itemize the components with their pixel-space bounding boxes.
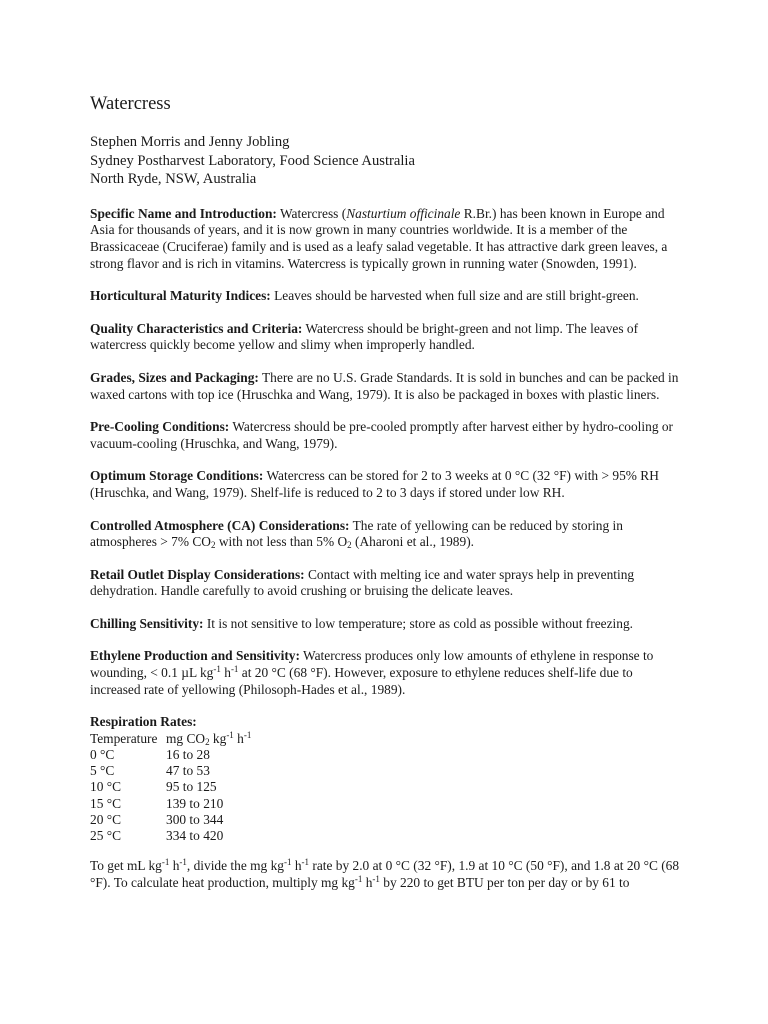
section-heading: Quality Characteristics and Criteria: xyxy=(90,320,303,336)
author-block xyxy=(90,133,686,189)
author-location: North Ryde, NSW, Australia xyxy=(90,171,257,188)
rate-cell: 16 to 28 xyxy=(166,747,210,763)
section-heading: Retail Outlet Display Considerations: xyxy=(90,566,305,582)
species-name: Nasturtium officinale xyxy=(346,205,461,221)
temperature-cell: 25 °C xyxy=(90,828,122,844)
section-chilling: Chilling Sensitivity: It is not sensitive to low temperature; store as cold as possible without freezing. xyxy=(90,615,633,631)
temperature-cell: 20 °C xyxy=(90,811,122,827)
section-heading: Specific Name and Introduction: xyxy=(90,205,277,221)
section-ethylene: Ethylene Production and Sensitivity: Watercress produces only low amounts of ethylene in response to wounding, < 0.1 µL $kg^{-1}$ $h^{-1}$ at 20 °C (68 °F). However, exposure to ethylene reduces shelf-life due to increased rate of yellowing (Philosoph-Hades et al., 1989). xyxy=(90,648,654,697)
section-heading: Ethylene Production and Sensitivity: xyxy=(90,648,300,664)
respiration-table xyxy=(90,731,251,844)
table-row xyxy=(90,763,251,779)
temperature-cell: 10 °C xyxy=(90,779,122,795)
section-heading: Grades, Sizes and Packaging: xyxy=(90,369,259,385)
document-body xyxy=(90,93,686,891)
table-row xyxy=(90,828,251,844)
rate-cell: 334 to 420 xyxy=(166,828,224,844)
section-retail-display: Retail Outlet Display Considerations: Contact with melting ice and water sprays help in preventing dehydration. Handle carefully to avoid crushing or bruising the delicate leaves. xyxy=(90,566,635,599)
temperature-cell: 0 °C xyxy=(90,747,115,763)
table-row xyxy=(90,779,251,795)
table-header-row xyxy=(90,731,251,747)
section-heading: Optimum Storage Conditions: xyxy=(90,468,264,484)
table-row xyxy=(90,747,251,763)
section-heading: Controlled Atmosphere (CA) Considerations: xyxy=(90,517,350,533)
table-row xyxy=(90,796,251,812)
section-heading: Pre-Cooling Conditions: xyxy=(90,419,230,435)
rate-cell: 300 to 344 xyxy=(166,811,224,827)
author-names: Stephen Morris and Jenny Jobling xyxy=(90,134,290,150)
rate-cell: 95 to 125 xyxy=(166,779,217,795)
table-row xyxy=(90,812,251,828)
conversion-note: To get mL $kg^{-1}$ $h^{-1}$, divide the mg $kg^{-1}$ $h^{-1}$ rate by 2.0 at 0 °C (32 °F), 1.9 at 10 °C (50 °F), and 1.8 at 20 °C (68 °F). To calculate heat production, multiply mg $kg^{-1}$ $h^{-1}$ by 220 to get BTU per ton per day or by 61 to xyxy=(90,857,680,890)
respiration-heading: Respiration Rates: xyxy=(90,714,197,730)
section-grades: Grades, Sizes and Packaging: There are no U.S. Grade Standards. It is sold in bunches and can be packed in waxed cartons with top ice (Hruschka and Wang, 1979). It is also be packaged in boxes with plastic liners. xyxy=(90,369,679,402)
section-heading: Chilling Sensitivity: xyxy=(90,615,204,631)
section-heading: Horticultural Maturity Indices: xyxy=(90,288,271,304)
section-storage: Optimum Storage Conditions: Watercress can be stored for 2 to 3 weeks at 0 °C (32 °F) with > 95% RH (Hruschka, and Wang, 1979). Shelf-life is reduced to 2 to 3 days if stored under low RH. xyxy=(90,468,659,500)
rate-cell: 139 to 210 xyxy=(166,795,224,811)
page-title: Watercress xyxy=(90,94,171,114)
section-quality: Quality Characteristics and Criteria: Watercress should be bright-green and not limp. The leaves of watercress quickly become yellow and slimy when improperly handled. xyxy=(90,320,639,353)
section-controlled-atmosphere: Controlled Atmosphere (CA) Considerations: The rate of yellowing can be reduced by storing in atmospheres > 7% $CO_2$ with not less than 5% $O_2$ (Aharoni et al., 1989). xyxy=(90,517,623,551)
temperature-cell: 15 °C xyxy=(90,795,122,811)
column-header-rate: mg $CO_2$ $kg^{-1}$ $h^{-1}$ xyxy=(166,729,252,747)
author-affiliation: Sydney Postharvest Laboratory, Food Science Australia xyxy=(90,152,415,169)
rate-cell: 47 to 53 xyxy=(166,763,210,779)
section-specific-name: Specific Name and Introduction: Watercress (Nasturtium officinale R.Br.) has been known in Europe and Asia for thousands of years, and it is now grown in many countries worldwide. It is a member of the Brassicaceae (Cruciferae) family and is used as a leafy salad vegetable. It has attractive dark green leaves, a strong flavor and is rich in vitamins. Watercress is typically grown in running water (Snowden, 1991). xyxy=(90,205,668,271)
column-header-temperature: Temperature xyxy=(90,730,158,746)
temperature-cell: 5 °C xyxy=(90,763,115,779)
section-maturity-indices: Horticultural Maturity Indices: Leaves should be harvested when full size and are still bright-green. xyxy=(90,288,639,304)
section-precooling: Pre-Cooling Conditions: Watercress should be pre-cooled promptly after harvest either by hydro-cooling or vacuum-cooling (Hruschka, and Wang, 1979). xyxy=(90,419,674,451)
